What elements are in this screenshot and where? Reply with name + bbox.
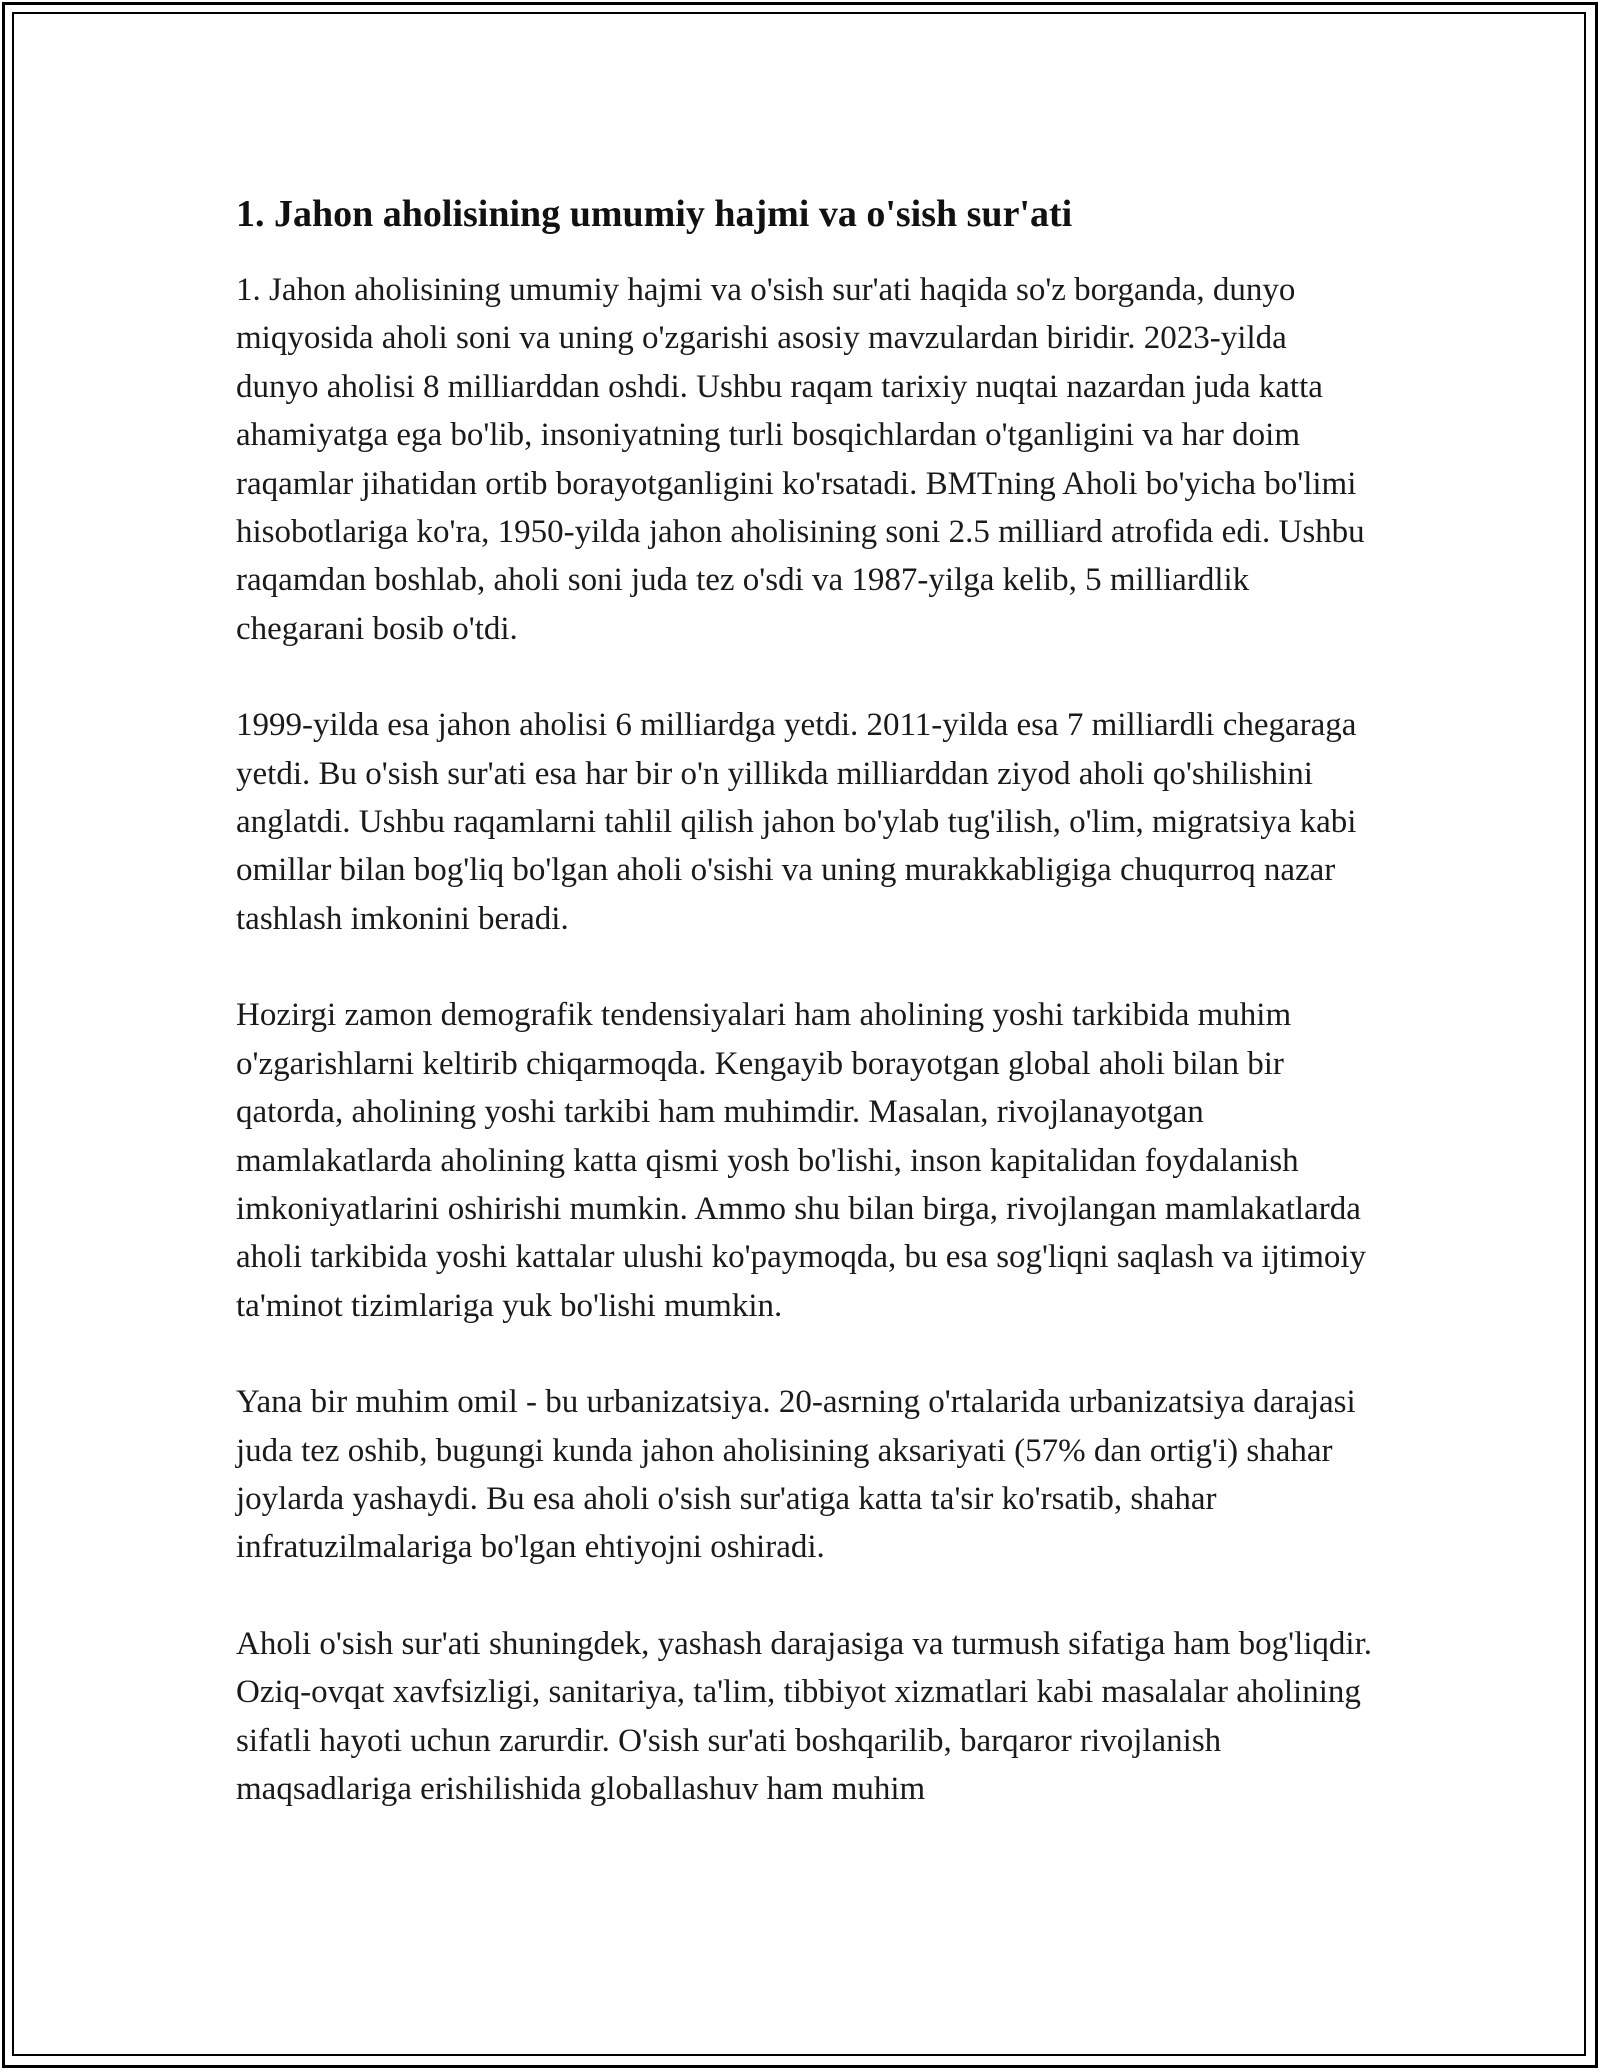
paragraph-2: 1999-yilda esa jahon aholisi 6 milliardga yetdi. 2011-yilda esa 7 milliardli chegaraga yetdi. Bu o'sish sur'ati esa har bir o'n yillikda milliarddan ziyod aholi qo'shilishini anglatdi. Ushbu raqamlarni tahlil qilish jahon bo'ylab tug'ilish, o'lim, migratsiya kabi omillar bilan bog'liq bo'lgan aholi o'sishi va uning murakkabligiga chuqurroq nazar tashlash imkonini beradi. [236, 707, 1357, 937]
section-heading: 1. Jahon aholisining umumiy hajmi va o'sish sur'ati [236, 193, 1073, 235]
paragraph-3: Hozirgi zamon demografik tendensiyalari ham aholining yoshi tarkibida muhim o'zgarishlarni keltirib chiqarmoqda. Kengayib borayotgan global aholi bilan bir qatorda, aholining yoshi tarkibi ham muhimdir. Masalan, rivojlanayotgan mamlakatlarda aholining katta qismi yosh bo'lishi, inson kapitalidan foydalanish imkoniyatlarini oshirishi mumkin. Ammo shu bilan birga, rivojlangan mamlakatlarda aholi tarkibida yoshi kattalar ulushi ko'paymoqda, bu esa sog'liqni saqlash va ijtimoiy ta'minot tizimlariga yuk bo'lishi mumkin. [236, 997, 1367, 1324]
document-body [236, 188, 1376, 1861]
paragraph-1: 1. Jahon aholisining umumiy hajmi va o'sish sur'ati haqida so'z borganda, dunyo miqyosida aholi soni va uning o'zgarishi asosiy mavzulardan biridir. 2023-yilda dunyo aholisi 8 milliarddan oshdi. Ushbu raqam tarixiy nuqtai nazardan juda katta ahamiyatga ega bo'lib, insoniyatning turli bosqichlardan o'tganligini va har doim raqamlar jihatidan ortib borayotganligini ko'rsatadi. BMTning Aholi bo'yicha bo'limi hisobotlariga ko'ra, 1950-yilda jahon aholisining soni 2.5 milliard atrofida edi. Ushbu raqamdan boshlab, aholi soni juda tez o'sdi va 1987-yilga kelib, 5 milliardlik chegarani bosib o'tdi. [236, 272, 1365, 647]
paragraph-5: Aholi o'sish sur'ati shuningdek, yashash darajasiga va turmush sifatiga ham bog'liqdir. Oziq-ovqat xavfsizligi, sanitariya, ta'lim, tibbiyot xizmatlari kabi masalalar aholining sifatli hayoti uchun zarurdir. O'sish sur'ati boshqarilib, barqaror rivojlanish maqsadlariga erishilishida globallashuv ham muhim [236, 1625, 1373, 1807]
paragraph-4: Yana bir muhim omil - bu urbanizatsiya. 20-asrning o'rtalarida urbanizatsiya darajasi juda tez oshib, bugungi kunda jahon aholisining aksariyati (57% dan ortig'i) shahar joylarda yashaydi. Bu esa aholi o'sish sur'atiga katta ta'sir ko'rsatib, shahar infratuzilmalariga bo'lgan ehtiyojni oshiradi. [236, 1384, 1356, 1566]
